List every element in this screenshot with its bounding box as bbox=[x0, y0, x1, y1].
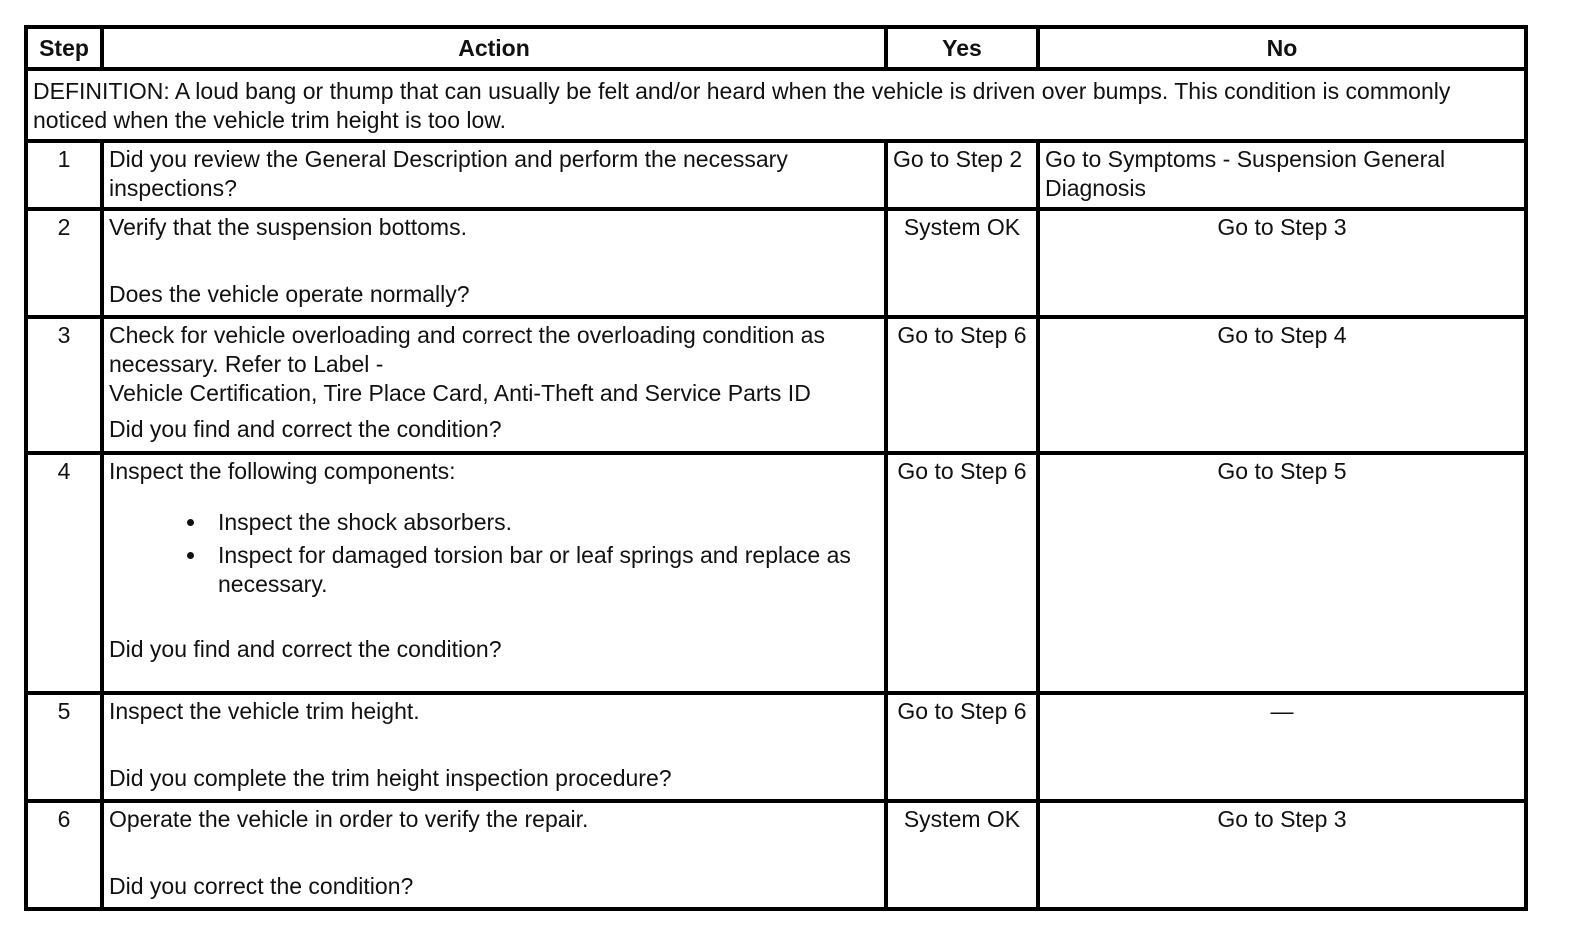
header-row bbox=[26, 27, 1526, 69]
definition-text: DEFINITION: A loud bang or thump that can usually be felt and/or heard when the vehicle is driven over bumps. This condition is commonly noticed when the vehicle trim height is too low. bbox=[26, 69, 1526, 141]
action-cell bbox=[102, 801, 886, 909]
table-row bbox=[26, 209, 1526, 317]
action-cell bbox=[102, 209, 886, 317]
action-instruction: Inspect the vehicle trim height. bbox=[109, 698, 420, 724]
step-number: 6 bbox=[26, 801, 102, 909]
definition-row bbox=[26, 69, 1526, 141]
yes-cell: Go to Step 6 bbox=[886, 693, 1038, 801]
no-cell: — bbox=[1038, 693, 1526, 801]
no-cell: Go to Symptoms - Suspension General Diagnosis bbox=[1038, 141, 1526, 209]
action-cell bbox=[102, 693, 886, 801]
step-number: 2 bbox=[26, 209, 102, 317]
step-number: 1 bbox=[26, 141, 102, 209]
action-question: Did you review the General Description and perform the necessary inspections? bbox=[109, 146, 788, 201]
table-row bbox=[26, 453, 1526, 693]
header-yes: Yes bbox=[886, 27, 1038, 69]
action-cell bbox=[102, 141, 886, 209]
list-item: • Inspect for damaged torsion bar or leaf springs and replace as necessary. bbox=[208, 541, 879, 599]
yes-cell: System OK bbox=[886, 209, 1038, 317]
header-action: Action bbox=[102, 27, 886, 69]
action-question: Does the vehicle operate normally? bbox=[109, 281, 470, 307]
table-row bbox=[26, 693, 1526, 801]
diagnostic-table bbox=[24, 25, 1528, 911]
action-reference: Vehicle Certification, Tire Place Card, Anti-Theft and Service Parts ID bbox=[109, 380, 811, 406]
table-row bbox=[26, 317, 1526, 453]
header-no: No bbox=[1038, 27, 1526, 69]
step-number: 4 bbox=[26, 453, 102, 693]
yes-cell: Go to Step 2 bbox=[886, 141, 1038, 209]
action-question: Did you find and correct the condition? bbox=[109, 416, 502, 442]
action-instruction: Inspect the following components: bbox=[109, 458, 456, 484]
yes-cell: System OK bbox=[886, 801, 1038, 909]
no-cell: Go to Step 4 bbox=[1038, 317, 1526, 453]
action-instruction: Operate the vehicle in order to verify the repair. bbox=[109, 806, 589, 832]
header-step: Step bbox=[26, 27, 102, 69]
list-item: • Inspect the shock absorbers. bbox=[208, 508, 879, 537]
action-cell bbox=[102, 317, 886, 453]
action-question: Did you complete the trim height inspection procedure? bbox=[109, 765, 672, 791]
action-instruction: Verify that the suspension bottoms. bbox=[109, 214, 467, 240]
action-question: Did you correct the condition? bbox=[109, 873, 414, 899]
no-cell: Go to Step 5 bbox=[1038, 453, 1526, 693]
no-cell: Go to Step 3 bbox=[1038, 209, 1526, 317]
yes-cell: Go to Step 6 bbox=[886, 317, 1038, 453]
component-list bbox=[109, 508, 879, 599]
step-number: 3 bbox=[26, 317, 102, 453]
no-cell: Go to Step 3 bbox=[1038, 801, 1526, 909]
yes-cell: Go to Step 6 bbox=[886, 453, 1038, 693]
step-number: 5 bbox=[26, 693, 102, 801]
table-row bbox=[26, 141, 1526, 209]
table-row bbox=[26, 801, 1526, 909]
action-question: Did you find and correct the condition? bbox=[109, 636, 502, 662]
action-cell bbox=[102, 453, 886, 693]
action-instruction: Check for vehicle overloading and correct the overloading condition as necessary. Refer to Label - bbox=[109, 322, 825, 377]
